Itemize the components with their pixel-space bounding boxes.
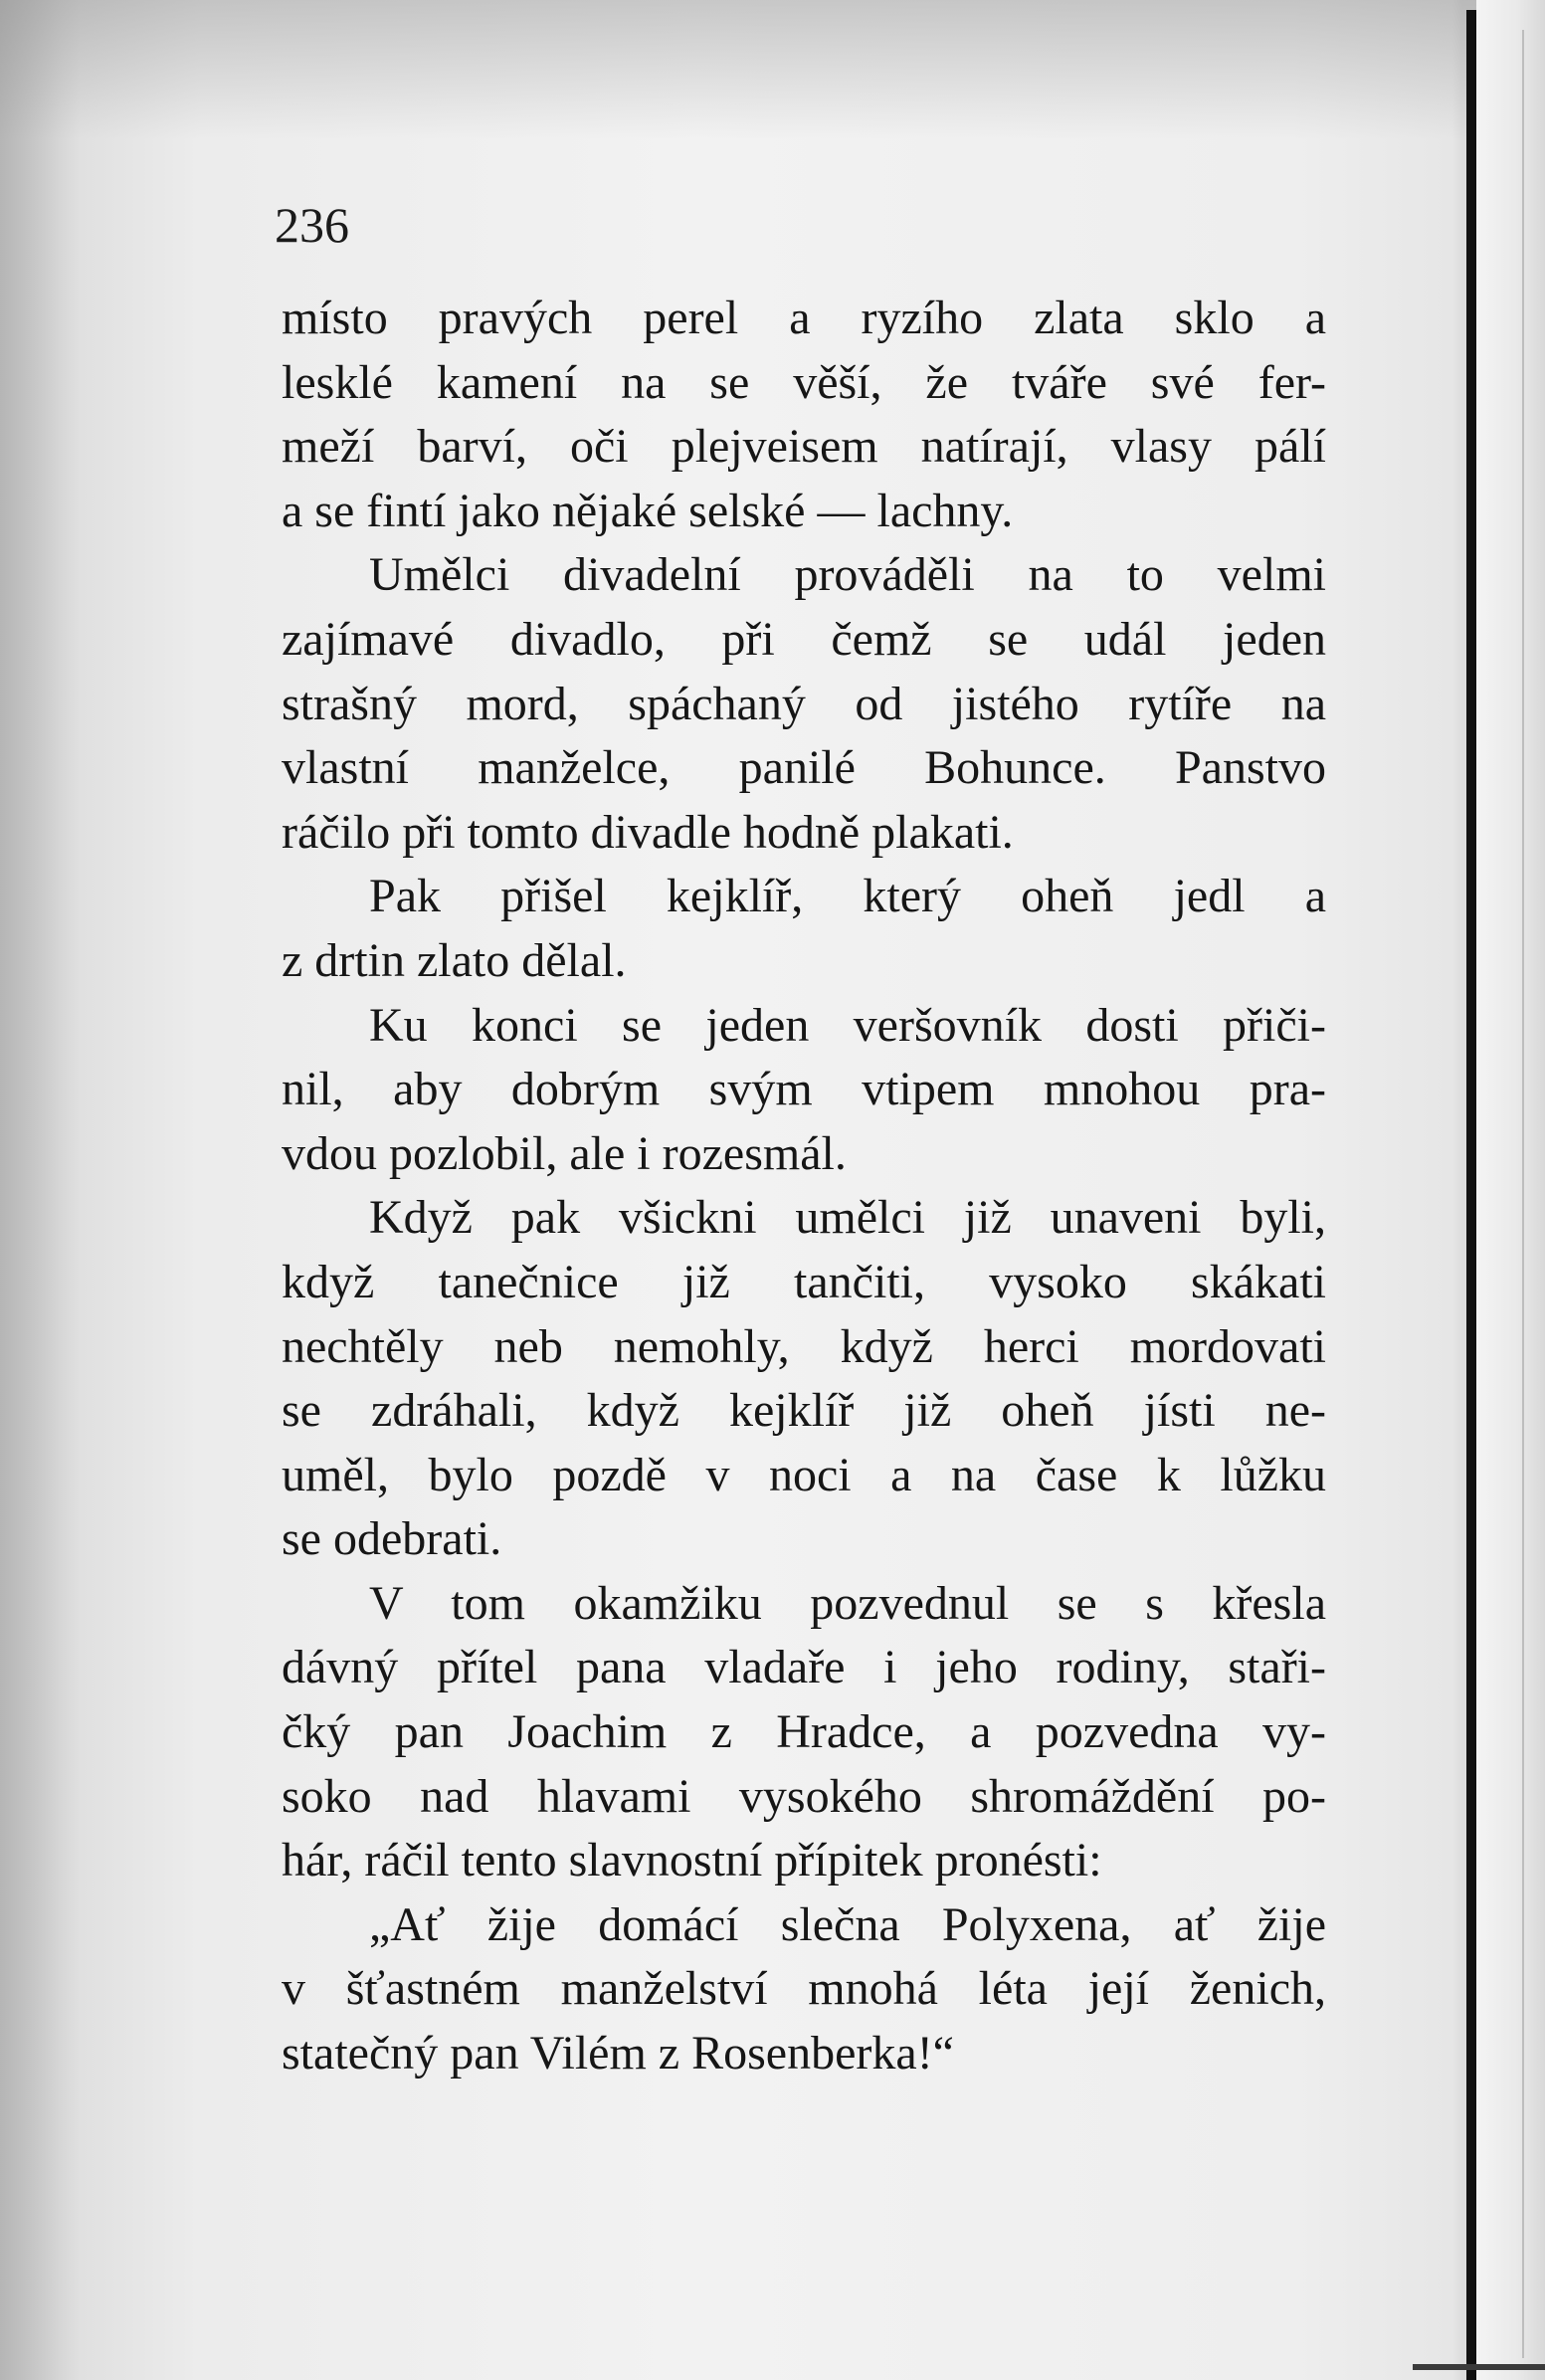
- text-line: čký pan Joachim z Hradce, a pozvedna vy-: [282, 1705, 1326, 1759]
- text-line: Ku konci se jeden veršovník dosti přiči-: [369, 998, 1326, 1052]
- text-line: nil, aby dobrým svým vtipem mnohou pra-: [282, 1063, 1326, 1116]
- text-line: Pak přišel kejklíř, který oheň jedl a: [369, 870, 1326, 923]
- text-line: ráčilo při tomto divadle hodně plakati.: [282, 805, 1014, 859]
- text-line: statečný pan Vilém z Rosenberka!“: [282, 2027, 954, 2081]
- text-line: se zdráhali, když kejklíř již oheň jísti ne-: [282, 1384, 1326, 1438]
- paragraph: [282, 994, 1326, 1187]
- body-text: [282, 287, 1326, 2086]
- text-line: strašný mord, spáchaný od jistého rytíře na: [282, 677, 1326, 730]
- paragraph: [282, 1893, 1326, 2086]
- text-line: zajímavé divadlo, při čemž se udál jeden: [282, 612, 1326, 666]
- text-line: z drtin zlato dělal.: [282, 933, 627, 987]
- paragraph: [282, 543, 1326, 865]
- scan-artifact: [1413, 2364, 1545, 2370]
- text-line: dávný přítel pana vladaře i jeho rodiny, staři-: [282, 1641, 1326, 1694]
- page-edge-line: [1466, 10, 1476, 2380]
- text-line: místo pravých perel a ryzího zlata sklo a: [282, 292, 1326, 344]
- text-line: vdou pozlobil, ale i rozesmál.: [282, 1126, 847, 1180]
- text-line: Umělci divadelní prováděli na to velmi: [369, 548, 1326, 602]
- paragraph: [282, 287, 1326, 543]
- gutter-shadow: [0, 0, 80, 2380]
- text-line: Když pak všickni umělci již unaveni byli,: [369, 1191, 1326, 1245]
- page-number: 236: [275, 197, 349, 253]
- text-line: se odebrati.: [282, 1512, 502, 1566]
- text-line: hár, ráčil tento slavnostní přípitek pronésti:: [282, 1834, 1102, 1887]
- paragraph: [282, 1572, 1326, 1893]
- text-line: v šťastném manželství mnohá léta její ženich,: [282, 1962, 1326, 2016]
- text-line: soko nad hlavami vysokého shromáždění po-: [282, 1769, 1326, 1823]
- text-line: meží barví, oči plejveisem natírají, vlasy pálí: [282, 420, 1326, 474]
- text-line: a se fintí jako nějaké selské — lachny.: [282, 484, 1014, 537]
- text-line: V tom okamžiku pozvednul se s křesla: [369, 1576, 1326, 1630]
- text-line: když tanečnice již tančiti, vysoko skákati: [282, 1255, 1326, 1308]
- paragraph: [282, 1186, 1326, 1572]
- text-line: uměl, bylo pozdě v noci a na čase k lůžku: [282, 1448, 1326, 1501]
- next-page-edge: [1522, 30, 1524, 2358]
- paragraph: [282, 865, 1326, 993]
- text-line: nechtěly neb nemohly, když herci mordovati: [282, 1319, 1326, 1373]
- text-line: lesklé kamení na se věší, že tváře své fer-: [282, 355, 1326, 409]
- next-page-strip: [1476, 0, 1545, 2380]
- text-line: vlastní manželce, panilé Bohunce. Panstvo: [282, 741, 1326, 795]
- top-shadow: [0, 0, 1482, 139]
- text-line: „Ať žije domácí slečna Polyxena, ať žije: [369, 1897, 1326, 1951]
